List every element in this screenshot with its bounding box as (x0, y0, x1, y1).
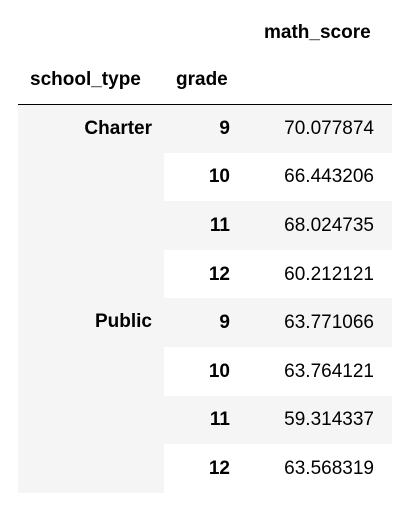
math-score-value: 60.212121 (284, 263, 374, 285)
grade-label: 12 (208, 263, 230, 285)
grade-label: 10 (208, 360, 230, 382)
math-score-value: 66.443206 (284, 166, 374, 188)
index-header-grade: grade (164, 56, 244, 104)
grade-label: 11 (164, 396, 244, 445)
index-header-school-type: school_type (18, 56, 164, 104)
grade-label: 10 (208, 166, 230, 188)
grade-label: 9 (164, 298, 244, 347)
school-type-label: Public (18, 298, 164, 492)
column-header-math-score: math_score (264, 21, 371, 43)
table-body (18, 104, 392, 493)
table-header (18, 8, 392, 104)
grade-label: 9 (164, 104, 244, 153)
grouped-table (18, 8, 392, 493)
school-type-label: Charter (18, 104, 164, 298)
header-blank-grade (164, 8, 244, 56)
math-score-value: 63.764121 (284, 360, 374, 382)
header-row-index-names (18, 56, 392, 104)
grade-label: 12 (208, 457, 230, 479)
header-blank-score (244, 56, 392, 104)
math-score-value: 59.314337 (244, 396, 392, 445)
math-score-value: 63.771066 (244, 298, 392, 347)
math-score-value: 63.568319 (284, 457, 374, 479)
math-score-value: 68.024735 (244, 201, 392, 250)
table-row (18, 298, 392, 347)
math-score-value: 70.077874 (244, 104, 392, 153)
grade-label: 11 (164, 201, 244, 250)
header-blank-school (18, 8, 164, 56)
header-row-columns (18, 8, 392, 56)
table-row (18, 104, 392, 153)
